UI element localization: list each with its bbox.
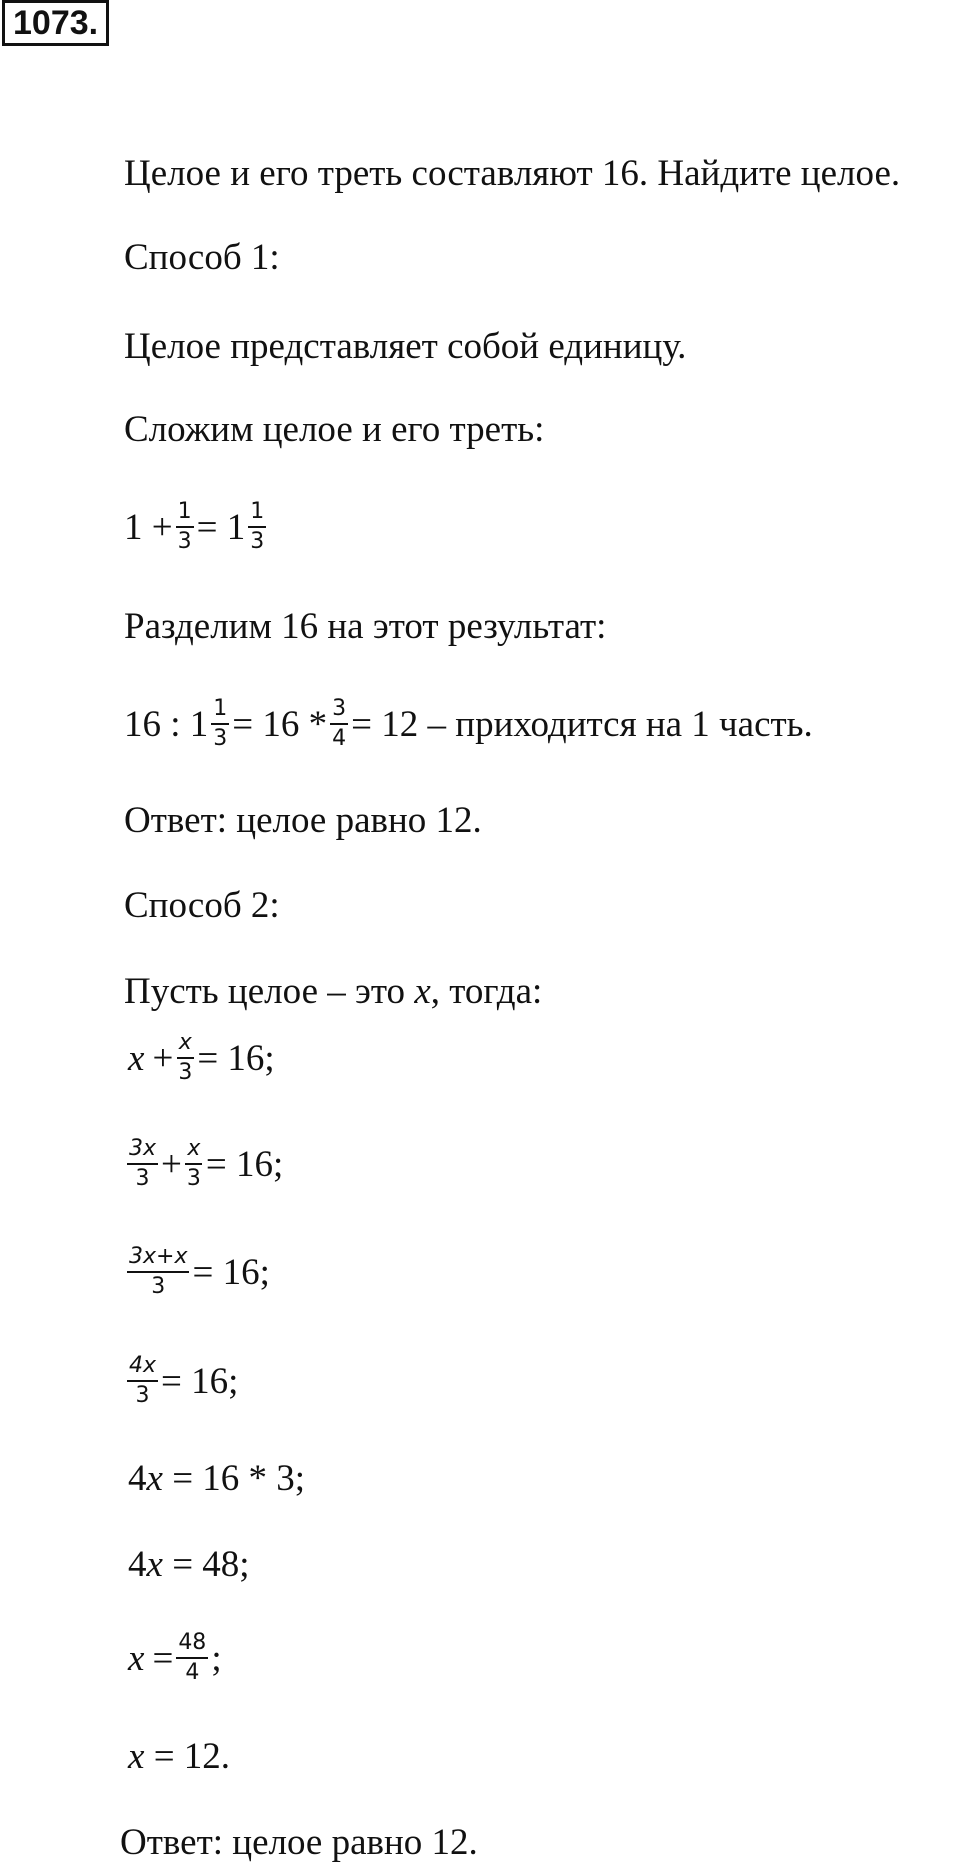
step-1-rest: = 16; [197, 1037, 275, 1079]
fraction-one-third [176, 499, 194, 555]
numerator: 1 [176, 499, 194, 528]
denominator: 3 [151, 1274, 166, 1299]
denominator: 3 [135, 1383, 150, 1408]
numerator: 48 [176, 1630, 208, 1659]
variable-x: x [128, 1736, 145, 1777]
denominator: 4 [332, 726, 347, 751]
numerator: 4x [127, 1353, 158, 1382]
step-3 [124, 1232, 270, 1312]
method-1-heading: Способ 1: [124, 237, 280, 278]
eq1-middle: = 1 [196, 506, 246, 548]
problem-number: 1073. [2, 0, 109, 46]
variable-x: x [146, 1544, 163, 1585]
numerator: 3x [127, 1136, 158, 1165]
let-whole-be-x [124, 970, 542, 1014]
answer-1: Ответ: целое равно 12. [124, 800, 482, 841]
plus-sign: + [161, 1143, 182, 1185]
variable-x: x [128, 1037, 145, 1079]
step-2-rest: = 16; [205, 1143, 284, 1185]
numerator: 3 [330, 696, 348, 725]
fraction-4x-third [127, 1353, 158, 1409]
numerator: x [185, 1136, 202, 1165]
step-2 [124, 1124, 283, 1204]
fraction-x-third [185, 1136, 203, 1192]
fraction-3x-plus-x-third [127, 1244, 189, 1300]
fraction-3x-third [127, 1136, 158, 1192]
numerator: 1 [211, 696, 229, 725]
step-8-rest: = 12. [153, 1736, 231, 1777]
eq2-right: = 12 – приходится на 1 часть. [351, 703, 813, 745]
equation-division [124, 684, 813, 764]
denominator: 3 [250, 529, 265, 554]
denominator: 3 [213, 726, 228, 751]
let-text-b: , тогда: [430, 971, 543, 1012]
eq2-left: 16 : 1 [124, 703, 209, 745]
whole-is-one-text: Целое представляет собой единицу. [124, 326, 687, 367]
step-7 [128, 1618, 222, 1698]
coefficient: 4 [128, 1458, 147, 1499]
denominator: 3 [178, 1060, 193, 1085]
equals-sign: = [152, 1637, 174, 1679]
step-8 [128, 1735, 230, 1779]
numerator: 3x+x [127, 1244, 189, 1273]
denominator: 4 [185, 1660, 200, 1685]
numerator: 1 [248, 499, 266, 528]
step-7-rest: ; [211, 1637, 222, 1679]
step-4 [124, 1341, 238, 1421]
variable-x: x [146, 1458, 163, 1499]
let-text-a: Пусть целое – это [124, 971, 415, 1012]
task-text: Целое и его треть составляют 16. Найдите целое. [124, 153, 901, 194]
step-4-rest: = 16; [161, 1360, 239, 1402]
step-5 [128, 1457, 305, 1501]
divide-16-text: Разделим 16 на этот результат: [124, 606, 607, 647]
denominator: 3 [177, 529, 192, 554]
variable-x: x [414, 971, 431, 1012]
step-1 [128, 1018, 275, 1098]
add-whole-third-text: Сложим целое и его треть: [124, 409, 545, 450]
fraction-48-fourths [176, 1630, 208, 1686]
step-6-rest: = 48; [172, 1544, 250, 1585]
denominator: 3 [135, 1166, 150, 1191]
fraction-three-fourths [330, 696, 348, 752]
coefficient: 4 [128, 1544, 147, 1585]
eq2-middle: = 16 * [232, 703, 328, 745]
fraction-one-third [211, 696, 229, 752]
equation-sum [124, 487, 269, 567]
step-5-rest: = 16 * 3; [172, 1458, 306, 1499]
numerator: x [177, 1030, 194, 1059]
step-6 [128, 1543, 250, 1587]
plus-sign: + [152, 1037, 174, 1079]
eq1-left: 1 + [124, 506, 173, 548]
denominator: 3 [186, 1166, 201, 1191]
variable-x: x [128, 1637, 145, 1679]
answer-2: Ответ: целое равно 12. [120, 1822, 478, 1863]
fraction-x-third [176, 1030, 194, 1086]
step-3-rest: = 16; [192, 1251, 270, 1293]
method-2-heading: Способ 2: [124, 885, 280, 926]
fraction-one-third-result [248, 499, 266, 555]
